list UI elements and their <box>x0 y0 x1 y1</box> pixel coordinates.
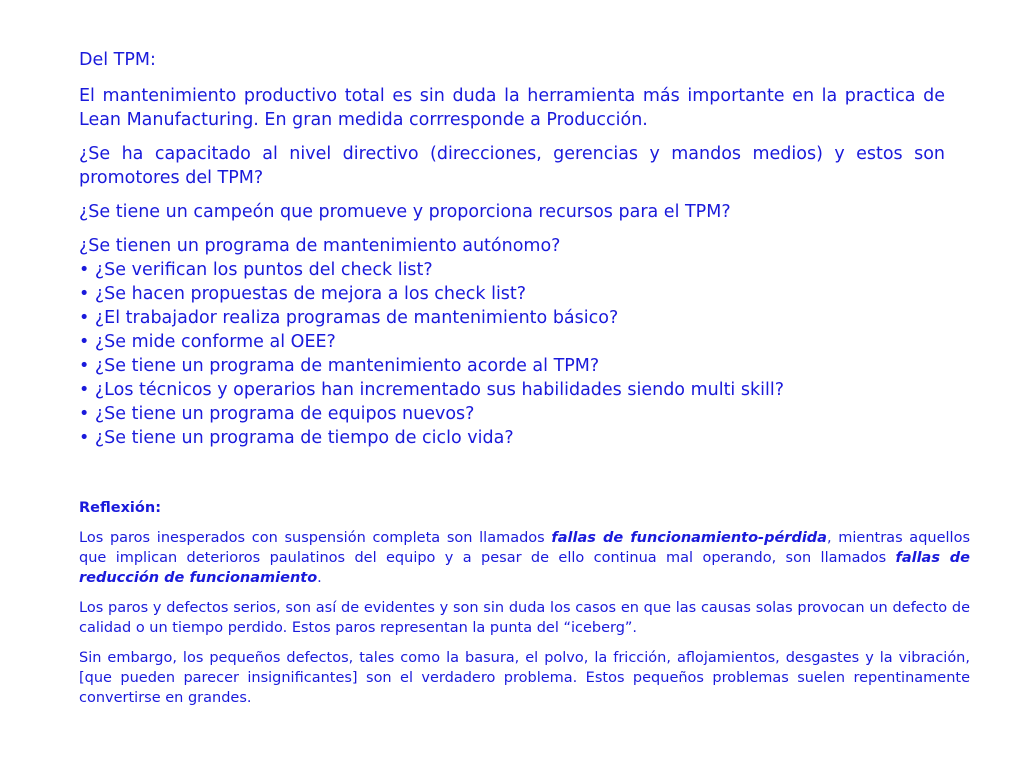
list-item: • ¿Se tiene un programa de mantenimiento acorde al TPM? <box>79 354 945 378</box>
list-item: • ¿Se verifican los puntos del check list? <box>79 258 945 282</box>
tpm-intro: El mantenimiento productivo total es sin duda la herramienta más importante en la practica de Lean Manufacturing. En gran medida corrresponde a Producción. <box>79 86 945 130</box>
list-item: • ¿El trabajador realiza programas de mantenimiento básico? <box>79 306 945 330</box>
tpm-heading: Del TPM: <box>79 50 156 70</box>
reflexion-heading: Reflexión: <box>79 500 161 516</box>
reflexion-p1-text-c: . <box>317 570 322 586</box>
tpm-question-1: ¿Se ha capacitado al nivel directivo (direcciones, gerencias y mandos medios) y estos son promotores del TPM? <box>79 144 945 188</box>
reflexion-p1-text-b: , mientras aquellos que implican deterioros paulatinos del equipo y a pesar de ello continua mal operando, son llamados <box>79 530 970 566</box>
list-item: • ¿Se tiene un programa de tiempo de ciclo vida? <box>79 426 945 450</box>
reflexion-p1-emphasis-2: fallas de reducción de funcionamiento <box>79 550 970 586</box>
tpm-question-3: ¿Se tienen un programa de mantenimiento autónomo? <box>79 236 561 256</box>
reflexion-section <box>79 498 970 718</box>
list-item: • ¿Se tiene un programa de equipos nuevos? <box>79 402 945 426</box>
reflexion-p1-text-a: Los paros inesperados con suspensión completa son llamados <box>79 530 552 546</box>
tpm-section <box>79 48 945 450</box>
reflexion-paragraph-2: Los paros y defectos serios, son así de evidentes y son sin duda los casos en que las causas solas provocan un defecto de calidad o un tiempo perdido. Estos paros representan la punta del “iceberg”. <box>79 600 970 636</box>
reflexion-paragraph-3: Sin embargo, los pequeños defectos, tales como la basura, el polvo, la fricción, aflojamientos, desgastes y la vibración, [que pueden parecer insignificantes] son el verdadero problema. Estos pequeños problemas suelen repentinamente convertirse en grandes. <box>79 650 970 706</box>
list-item: • ¿Se mide conforme al OEE? <box>79 330 945 354</box>
list-item: • ¿Los técnicos y operarios han incrementado sus habilidades siendo multi skill? <box>79 378 945 402</box>
reflexion-paragraph-1 <box>79 528 970 588</box>
list-item: • ¿Se hacen propuestas de mejora a los check list? <box>79 282 945 306</box>
tpm-checklist <box>79 258 945 450</box>
reflexion-p1-emphasis-1: fallas de funcionamiento-pérdida <box>551 530 827 546</box>
tpm-question-2: ¿Se tiene un campeón que promueve y proporciona recursos para el TPM? <box>79 202 731 222</box>
